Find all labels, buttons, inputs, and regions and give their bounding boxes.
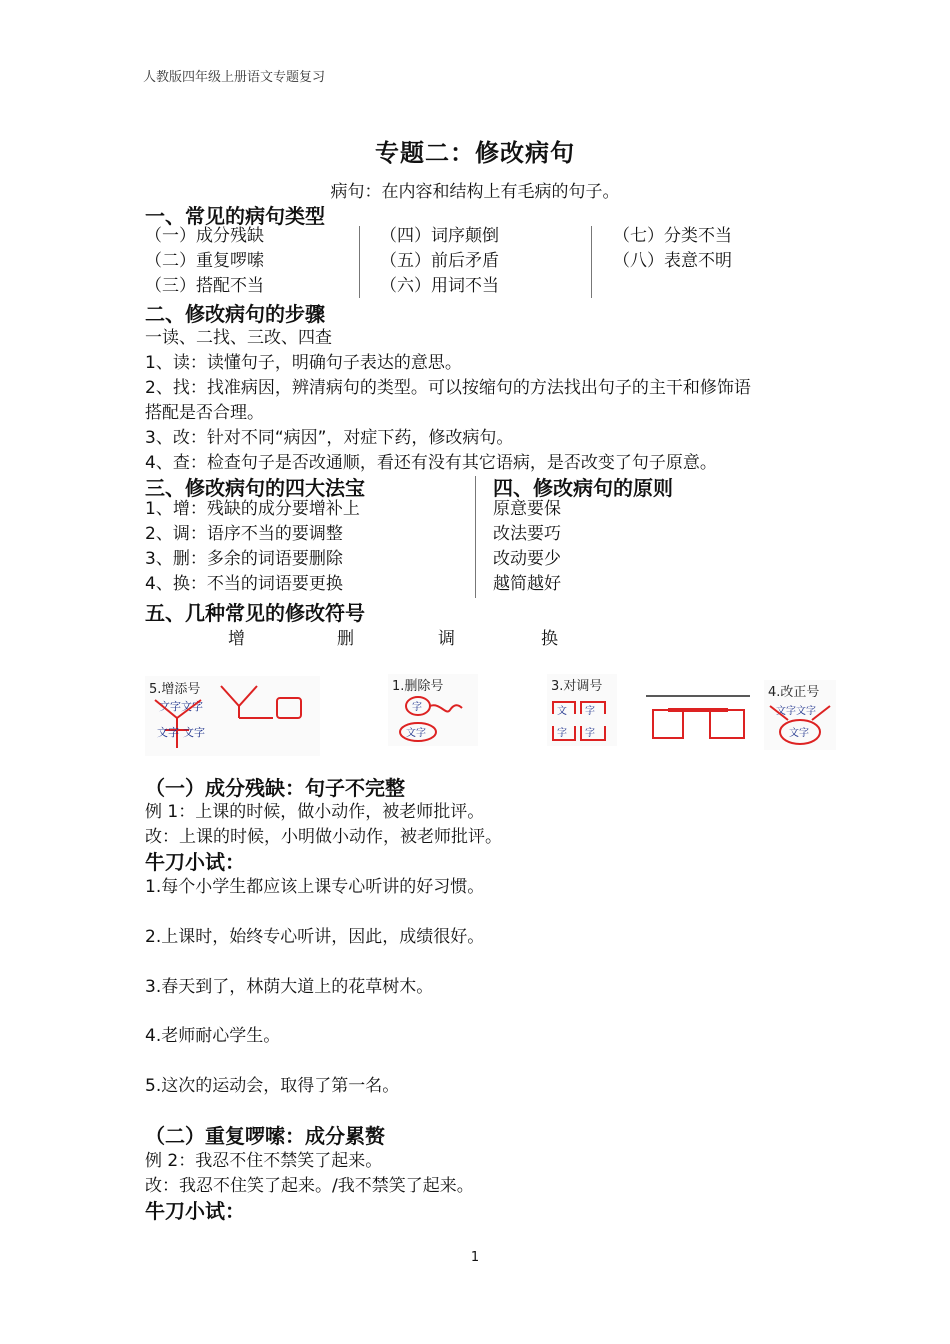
fig-text: 文字文字: [159, 700, 203, 713]
type-item: （六）用词不当: [380, 276, 499, 296]
sec3-list: [145, 497, 360, 597]
method-item: 3、删：多余的词语要删除: [145, 549, 343, 569]
type-item: （一）成分残缺: [145, 226, 264, 246]
fig-label: 4.改正号: [768, 685, 820, 700]
type-item: （四）词序颠倒: [380, 226, 499, 246]
step-line: 3、改：针对不同“病因”，对症下药，修改病句。: [145, 428, 514, 448]
symbol-label-delete: 删: [337, 629, 354, 649]
fig-text: 文字: [157, 726, 179, 739]
step-line: 4、查：检查句子是否改通顺，看还有没有其它语病，是否改变了句子原意。: [145, 453, 717, 473]
type-item: （八）表意不明: [613, 251, 732, 271]
sec5-heading: 五、几种常见的修改符号: [145, 601, 365, 625]
fig-text: 文字文字: [776, 706, 816, 717]
practice-heading: 牛刀小试：: [145, 850, 245, 874]
practice-item: 3.春天到了，林荫大道上的花草树木。: [145, 977, 434, 997]
sec4-list: [493, 497, 561, 597]
principle-item: 原意要保: [493, 499, 561, 519]
fig-text: 字: [557, 728, 567, 739]
type-item: （七）分类不当: [613, 226, 732, 246]
practice-item: 1.每个小学生都应该上课专心听讲的好习惯。: [145, 877, 485, 897]
fig-text: 文字: [406, 728, 426, 739]
sec1-col2: [380, 224, 499, 299]
swap-mark-figure: [547, 674, 617, 746]
method-item: 1、增：残缺的成分要增补上: [145, 499, 360, 519]
part1-heading: （一）成分残缺：句子不完整: [145, 776, 405, 800]
sec1-col1: [145, 224, 264, 299]
fig-text: 文字: [183, 726, 205, 739]
delete-mark-figure: [388, 674, 478, 746]
practice-item: 5.这次的运动会，取得了第一名。: [145, 1076, 400, 1096]
step-line: 搭配是否合理。: [145, 403, 264, 423]
principle-item: 改法要巧: [493, 524, 561, 544]
symbol-label-swap: 调: [438, 629, 455, 649]
method-item: 4、换：不当的词语要更换: [145, 574, 343, 594]
fig-label: 3.对调号: [551, 679, 603, 694]
column-divider: [475, 476, 476, 598]
column-divider: [591, 226, 592, 298]
insert-mark-figure: [145, 676, 320, 756]
page-title: 专题二：修改病句: [375, 139, 575, 167]
part2-heading: （二）重复啰嗦：成分累赘: [145, 1124, 385, 1148]
page-number: 1: [470, 1250, 480, 1265]
sec1-col3: [613, 224, 732, 274]
type-item: （二）重复啰嗦: [145, 251, 264, 271]
column-divider: [359, 226, 360, 298]
fig-text: 字: [585, 728, 595, 739]
practice-heading: 牛刀小试：: [145, 1199, 245, 1223]
fig-text: 字: [585, 706, 595, 717]
sec1-heading: 一、常见的病句类型: [145, 204, 325, 228]
step-line: 一读、二找、三改、四查: [145, 328, 332, 348]
symbol-label-replace: 换: [541, 629, 558, 649]
symbol-label-add: 增: [228, 629, 245, 649]
sec2-heading: 二、修改病句的步骤: [145, 302, 325, 326]
fig-text: 文字: [789, 728, 809, 739]
method-item: 2、调：语序不当的要调整: [145, 524, 343, 544]
fix-line: 改：我忍不住笑了起来。/我不禁笑了起来。: [145, 1176, 474, 1196]
example-line: 例 1：上课的时候，做小动作，被老师批评。: [145, 802, 485, 822]
sec3-heading: 三、修改病句的四大法宝: [145, 476, 365, 500]
step-line: 2、找：找准病因，辨清病句的类型。可以按缩句的方法找出句子的主干和修饰语: [145, 378, 751, 398]
replace-mark-figure: [646, 692, 754, 746]
principle-item: 越简越好: [493, 574, 561, 594]
example-line: 例 2：我忍不住不禁笑了起来。: [145, 1151, 383, 1171]
definition: 病句：在内容和结构上有毛病的句子。: [330, 182, 620, 202]
fig-text: 字: [412, 702, 422, 713]
principle-item: 改动要少: [493, 549, 561, 569]
running-header: 人教版四年级上册语文专题复习: [143, 70, 326, 85]
sec4-heading: 四、修改病句的原则: [493, 476, 673, 500]
practice-item: 2.上课时，始终专心听讲，因此，成绩很好。: [145, 927, 485, 947]
correct-mark-figure: [764, 680, 836, 750]
fig-label: 1.删除号: [392, 679, 444, 694]
fig-label: 5.增添号: [149, 682, 201, 697]
type-item: （五）前后矛盾: [380, 251, 499, 271]
fix-line: 改：上课的时候，小明做小动作，被老师批评。: [145, 827, 502, 847]
type-item: （三）搭配不当: [145, 276, 264, 296]
practice-item: 4.老师耐心学生。: [145, 1026, 281, 1046]
fig-text: 文: [557, 706, 567, 717]
step-line: 1、读：读懂句子，明确句子表达的意思。: [145, 353, 462, 373]
